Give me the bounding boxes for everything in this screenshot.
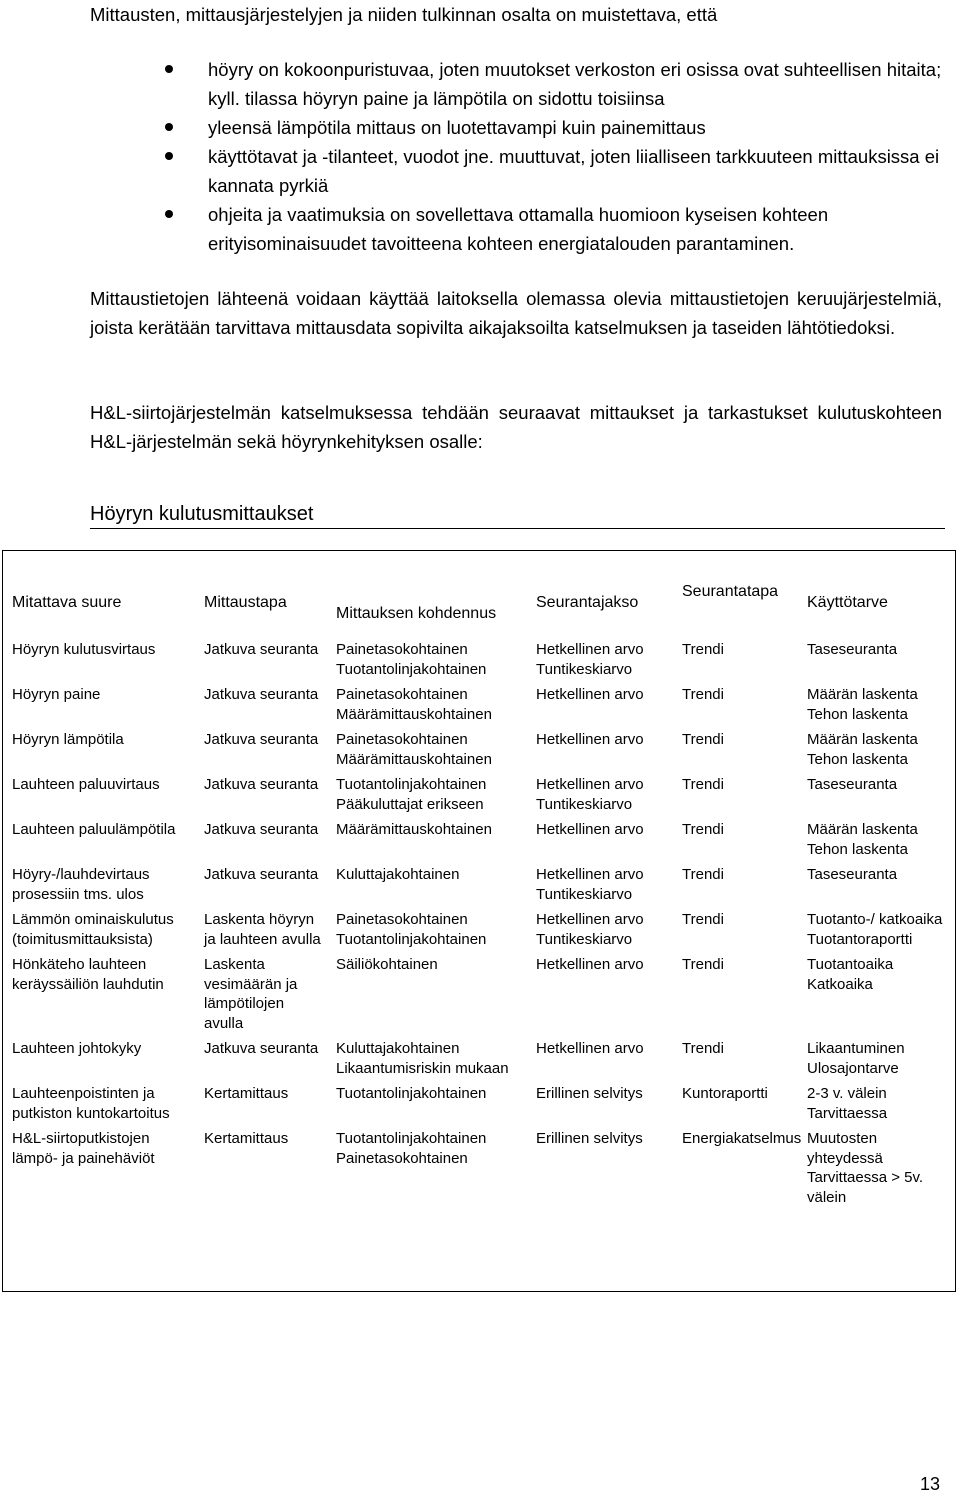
table-cell: Määrän laskenta Tehon laskenta <box>807 731 918 768</box>
table-cell: Laskenta vesimäärän ja lämpötilojen avulla <box>204 956 298 1032</box>
table-cell: Jatkuva seuranta <box>204 866 319 883</box>
table-row <box>2 685 958 730</box>
bullet-icon <box>165 152 173 160</box>
table-row <box>2 865 958 910</box>
table-row <box>2 775 958 820</box>
table-cell: Hetkellinen arvo Tuntikeskiarvo <box>536 911 644 948</box>
table-cell: Muutosten yhteydessä Tarvittaessa > 5v. välein <box>807 1130 924 1206</box>
column-header: Seurantajakso <box>536 594 639 611</box>
table-cell: Kertamittaus <box>204 1130 289 1147</box>
table-cell: Tuotantolinjakohtainen Pääkuluttajat erikseen <box>336 776 487 813</box>
table-cell: Taseseuranta <box>807 641 898 658</box>
list-item: höyry on kokoonpuristuvaa, joten muutokset verkoston eri osissa ovat suhteellisen hitaita; kyll. tilassa höyryn paine ja lämpötila on sidottu toisiinsa <box>165 55 945 113</box>
table-cell: Jatkuva seuranta <box>204 686 319 703</box>
table-cell: Tuotantoaika Katkoaika <box>807 956 894 993</box>
table-cell: Määrän laskenta Tehon laskenta <box>807 686 918 723</box>
measurement-table <box>2 550 958 1213</box>
table-row <box>2 1129 958 1213</box>
table-cell: Tuotantolinjakohtainen Painetasokohtainen <box>336 1130 487 1167</box>
table-cell: Trendi <box>682 731 724 748</box>
section-heading: Höyryn kulutusmittaukset <box>90 500 945 529</box>
table-cell: Hetkellinen arvo <box>536 686 644 703</box>
table-cell: Hetkellinen arvo <box>536 821 644 838</box>
table-cell: Lauhteenpoistinten ja putkiston kuntokartoitus <box>12 1085 170 1122</box>
table-cell: Hetkellinen arvo Tuntikeskiarvo <box>536 641 644 678</box>
column-header: Mitattava suure <box>12 594 122 611</box>
table-cell: Hetkellinen arvo Tuntikeskiarvo <box>536 776 644 813</box>
table-cell: Painetasokohtainen Määrämittauskohtainen <box>336 731 492 768</box>
bullet-icon <box>165 65 173 73</box>
table-cell: Trendi <box>682 911 724 928</box>
column-header: Seurantatapa <box>682 583 779 600</box>
table-cell: Kuluttajakohtainen <box>336 866 460 883</box>
table-cell: Määrämittauskohtainen <box>336 821 492 838</box>
table-cell: Trendi <box>682 956 724 973</box>
table-cell: Laskenta höyryn ja lauhteen avulla <box>204 911 321 948</box>
column-header: Käyttötarve <box>807 594 888 611</box>
column-header: Mittauksen kohdennus <box>336 605 497 622</box>
table-cell: Jatkuva seuranta <box>204 776 319 793</box>
table-cell: Hetkellinen arvo <box>536 731 644 748</box>
table-cell: Erillinen selvitys <box>536 1085 643 1102</box>
table-cell: Lauhteen paluulämpötila <box>12 821 176 838</box>
table-header-row <box>2 550 958 640</box>
table-cell: Höyryn lämpötila <box>12 731 124 748</box>
table-cell: Kertamittaus <box>204 1085 289 1102</box>
table-cell: Tuotanto-/ katkoaika Tuotantoraportti <box>807 911 943 948</box>
table-cell: Jatkuva seuranta <box>204 821 319 838</box>
list-item: käyttötavat ja -tilanteet, vuodot jne. muuttuvat, joten liialliseen tarkkuuteen mittauksissa ei kannata pyrkiä <box>165 142 945 200</box>
table-cell: Energiakatselmus <box>682 1130 802 1147</box>
table-row <box>2 1039 958 1084</box>
table-row <box>2 640 958 685</box>
table-cell: Höyry-/lauhdevirtaus prosessiin tms. ulos <box>12 866 150 903</box>
table-cell: Trendi <box>682 776 724 793</box>
table-cell: Hetkellinen arvo <box>536 1040 644 1057</box>
table-cell: Taseseuranta <box>807 776 898 793</box>
list-item: ohjeita ja vaatimuksia on sovellettava ottamalla huomioon kyseisen kohteen erityisominaisuudet tavoitteena kohteen energiatalouden parantaminen. <box>165 200 945 258</box>
table-cell: 2-3 v. välein Tarvittaessa <box>807 1085 888 1122</box>
table-cell: Painetasokohtainen Tuotantolinjakohtainen <box>336 641 487 678</box>
bullet-icon <box>165 123 173 131</box>
table-cell: Lauhteen paluuvirtaus <box>12 776 160 793</box>
table-row <box>2 910 958 955</box>
table-cell: Trendi <box>682 1040 724 1057</box>
paragraph-data-sources: Mittaustietojen lähteenä voidaan käyttää laitoksella olemassa olevia mittaustietojen keruujärjestelmiä, joista kerätään tarvittava mittausdata sopivilta aikajaksoilta katselmuksen ja taseiden lähtötiedoksi. <box>90 288 942 338</box>
table-cell: Trendi <box>682 866 724 883</box>
table-cell: Hetkellinen arvo <box>536 956 644 973</box>
table-cell: Trendi <box>682 686 724 703</box>
table-cell: Kuluttajakohtainen Likaantumisriskin mukaan <box>336 1040 509 1077</box>
list-item: yleensä lämpötila mittaus on luotettavampi kuin painemittaus <box>165 113 945 142</box>
table-row <box>2 1084 958 1129</box>
page-number: 13 <box>919 1474 940 1494</box>
bullet-list <box>165 55 945 258</box>
column-header: Mittaustapa <box>204 594 287 611</box>
table-cell: Tuotantolinjakohtainen <box>336 1085 487 1102</box>
table-cell: Jatkuva seuranta <box>204 1040 319 1057</box>
table-cell: Kuntoraportti <box>682 1085 768 1102</box>
table-row <box>2 730 958 775</box>
table-cell: Höyryn paine <box>12 686 101 703</box>
table-cell: Määrän laskenta Tehon laskenta <box>807 821 918 858</box>
table-cell: Trendi <box>682 641 724 658</box>
table-row <box>2 955 958 1039</box>
table-row <box>2 820 958 865</box>
paragraph-audit-measurements: H&L-siirtojärjestelmän katselmuksessa tehdään seuraavat mittaukset ja tarkastukset kulutuskohteen H&L-järjestelmän sekä höyrynkehityksen osalle: <box>90 402 942 452</box>
table-cell: Likaantuminen Ulosajontarve <box>807 1040 905 1077</box>
table-cell: Erillinen selvitys <box>536 1130 643 1147</box>
table-cell: Taseseuranta <box>807 866 898 883</box>
table-cell: Painetasokohtainen Tuotantolinjakohtainen <box>336 911 487 948</box>
table-cell: Lauhteen johtokyky <box>12 1040 142 1057</box>
table-cell: H&L-siirtoputkistojen lämpö- ja painehäviöt <box>12 1130 155 1167</box>
table-cell: Trendi <box>682 821 724 838</box>
table-cell: Hönkäteho lauhteen keräyssäiliön lauhdutin <box>12 956 164 993</box>
table-cell: Hetkellinen arvo Tuntikeskiarvo <box>536 866 644 903</box>
table-cell: Säiliökohtainen <box>336 956 438 973</box>
table-cell: Höyryn kulutusvirtaus <box>12 641 156 658</box>
intro-paragraph: Mittausten, mittausjärjestelyjen ja niiden tulkinnan osalta on muistettava, että <box>90 4 718 25</box>
table-cell: Painetasokohtainen Määrämittauskohtainen <box>336 686 492 723</box>
bullet-icon <box>165 210 173 218</box>
table-cell: Jatkuva seuranta <box>204 641 319 658</box>
table-cell: Lämmön ominaiskulutus (toimitusmittauksista) <box>12 911 174 948</box>
table-cell: Jatkuva seuranta <box>204 731 319 748</box>
